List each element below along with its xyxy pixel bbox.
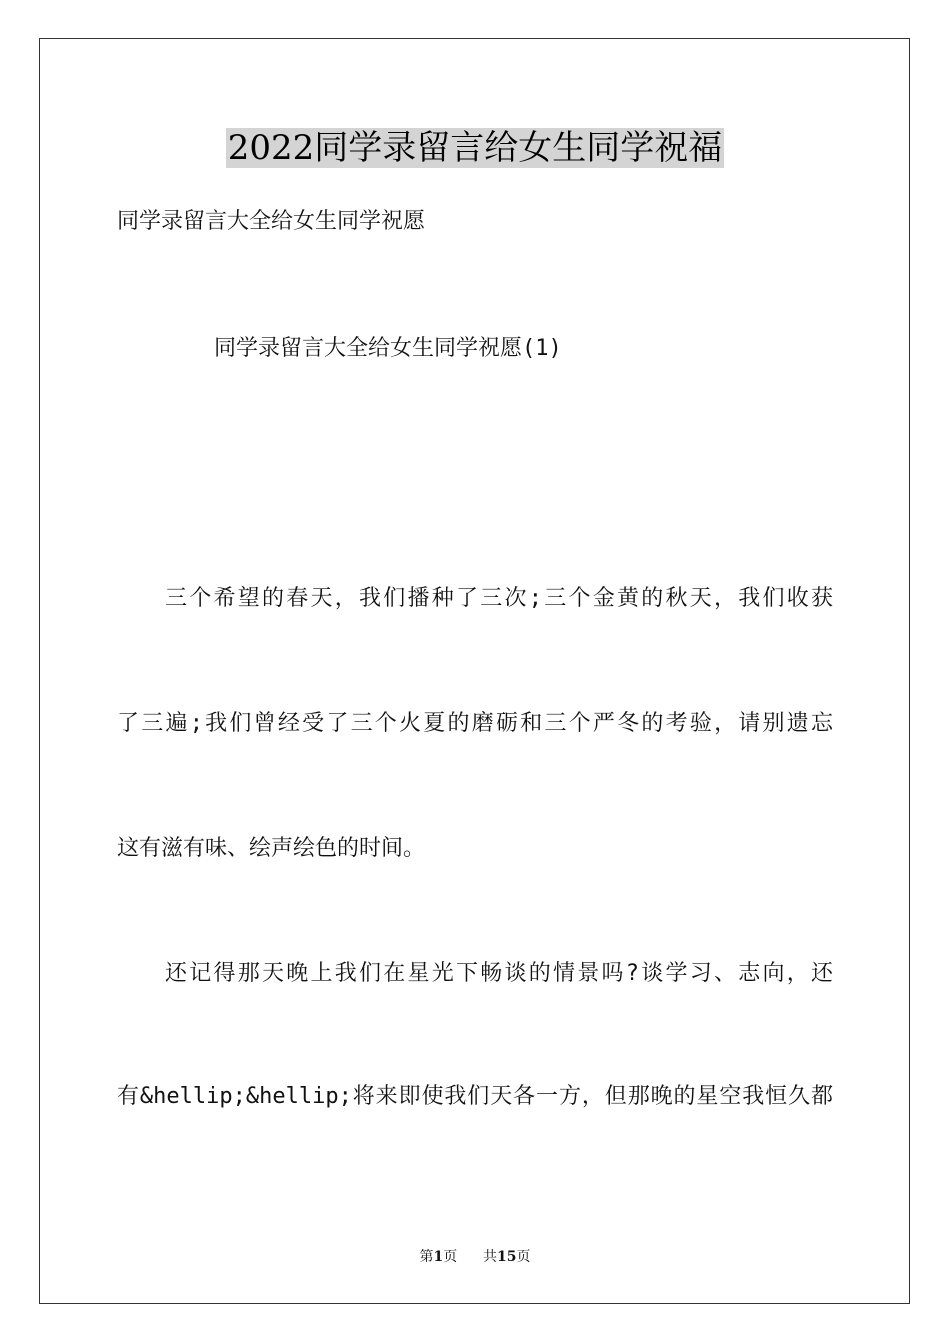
document-title: 2022同学录留言给女生同学祝福 <box>227 128 723 168</box>
title-container <box>0 128 950 168</box>
total-pages: 15 <box>497 1249 517 1265</box>
paragraph-1-line-1: 三个希望的春天，我们播种了三次;三个金黄的秋天，我们收获 <box>165 586 833 611</box>
paragraph-1-line-2: 了三遍;我们曾经受了三个火夏的磨砺和三个严冬的考验，请别遗忘 <box>117 711 833 736</box>
page-number: 1 <box>433 1249 444 1265</box>
paragraph-1-line-3: 这有滋有味、绘声绘色的时间。 <box>117 836 426 861</box>
page-suffix: 页 <box>443 1249 458 1265</box>
document-subtitle: 同学录留言大全给女生同学祝愿 <box>117 209 426 234</box>
total-suffix: 页 <box>516 1249 531 1265</box>
paragraph-2-line-1: 还记得那天晚上我们在星光下畅谈的情景吗?谈学习、志向，还 <box>165 961 833 986</box>
total-prefix: 共 <box>483 1249 498 1265</box>
page-footer <box>0 1248 950 1266</box>
page-prefix: 第 <box>419 1249 434 1265</box>
paragraph-2-line-2: 有&hellip;&hellip;将来即使我们天各一方，但那晚的星空我恒久都 <box>117 1084 833 1109</box>
section-heading: 同学录留言大全给女生同学祝愿(1) <box>214 336 562 361</box>
